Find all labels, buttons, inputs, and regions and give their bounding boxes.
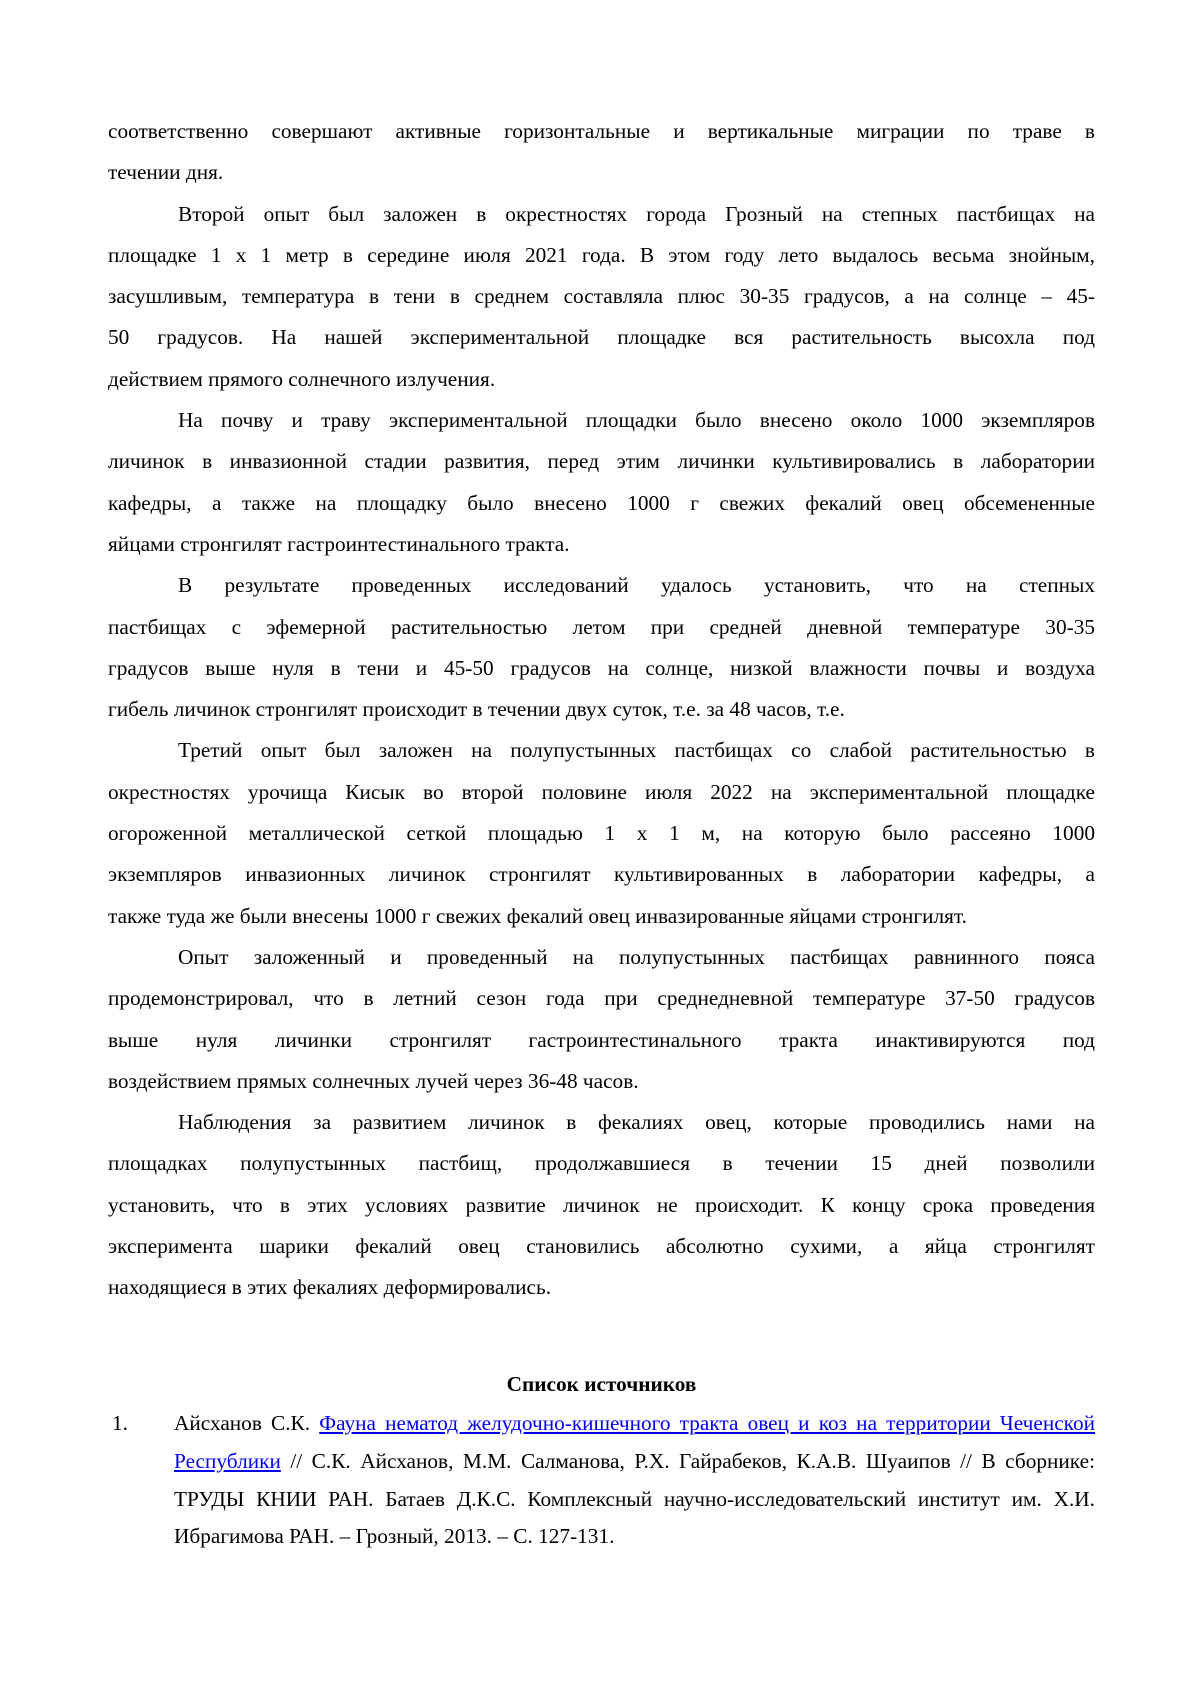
text-line: действием прямого солнечного излучения. (108, 366, 496, 391)
text-line: площадке 1 х 1 метр в середине июля 2021 года. В этом году лето выдалось весьма знойным, (108, 242, 1095, 267)
text-line: На почву и траву экспериментальной площадки было внесено около 1000 экземпляров (178, 408, 1095, 433)
text-line: продемонстрировал, что в летний сезон года при среднедневной температуре 37-50 градусов (108, 986, 1095, 1011)
text-line: находящиеся в этих фекалиях деформировались. (108, 1275, 552, 1300)
reference-list (108, 1405, 1095, 1556)
body-paragraphs (108, 111, 1095, 1309)
reference-number: 1. (112, 1410, 128, 1435)
reference-link[interactable]: Фауна нематод желудочно-кишечного тракта овец и коз на территории Чеченской (319, 1410, 1095, 1435)
text-line: Опыт заложенный и проведенный на полупустынных пастбищах равнинного пояса (178, 944, 1095, 969)
paragraph (108, 937, 1095, 1102)
paragraph (108, 400, 1095, 565)
text-line: градусов выше нуля в тени и 45-50 градусов на солнце, низкой влажности почвы и воздуха (108, 655, 1095, 680)
text-line: гибель личинок стронгилят происходит в течении двух суток, т.е. за 48 часов, т.е. (108, 697, 845, 722)
reference-link[interactable]: Республики (174, 1448, 281, 1473)
text-line (174, 1481, 1095, 1519)
text-line: кафедры, а также на площадку было внесено 1000 г свежих фекалий овец обсемененные (108, 490, 1095, 515)
paragraph (108, 111, 1095, 194)
text-line: площадках полупустынных пастбищ, продолжавшиеся в течении 15 дней позволили (108, 1151, 1095, 1176)
text-line: В результате проведенных исследований удалось установить, что на степных (178, 573, 1095, 598)
text-line: течении дня. (108, 160, 224, 185)
text-line: соответственно совершают активные горизонтальные и вертикальные миграции по траве в (108, 119, 1095, 143)
text-line: выше нуля личинки стронгилят гастроинтестинального тракта инактивируются под (108, 1027, 1095, 1052)
text-line: экземпляров инвазионных личинок стронгилят культивированных в лаборатории кафедры, а (108, 862, 1095, 887)
reference-text: ТРУДЫ КНИИ РАН. Батаев Д.К.С. Комплексный научно-исследовательский институт им. Х.И. (174, 1486, 1095, 1511)
text-line: личинок в инвазионной стадии развития, перед этим личинки культивировались в лаборатории (108, 449, 1095, 474)
paragraph (108, 565, 1095, 730)
text-line (174, 1443, 1095, 1481)
text-line: также туда же были внесены 1000 г свежих фекалий овец инвазированные яйцами стронгилят. (108, 903, 967, 928)
text-line: пастбищах с эфемерной растительностью летом при средней дневной температуре 30-35 (108, 614, 1095, 639)
reference-text: Ибрагимова РАН. – Грозный, 2013. – С. 127-131. (174, 1524, 615, 1549)
paragraph (108, 194, 1095, 400)
text-line: огороженной металлической сеткой площадью 1 х 1 м, на которую было рассеяно 1000 (108, 821, 1095, 846)
reference-text: // С.К. Айсханов, М.М. Салманова, Р.Х. Гайрабеков, К.А.В. Шуаипов // В сборнике: (280, 1448, 1095, 1473)
text-line: эксперимента шарики фекалий овец становились абсолютно сухими, а яйца стронгилят (108, 1234, 1095, 1259)
text-line: засушливым, температура в тени в среднем составляла плюс 30-35 градусов, а на солнце – 45- (108, 284, 1095, 309)
text-line: Наблюдения за развитием личинок в фекалиях овец, которые проводились нами на (178, 1110, 1095, 1135)
text-line (174, 1518, 1095, 1556)
text-line: Второй опыт был заложен в окрестностях города Грозный на степных пастбищах на (178, 201, 1095, 226)
reference-text: Айсханов С.К. (174, 1410, 320, 1435)
text-line: установить, что в этих условиях развитие личинок не происходит. К концу срока проведения (108, 1192, 1095, 1217)
text-line (174, 1405, 1095, 1443)
text-line: яйцами стронгилят гастроинтестинального тракта. (108, 531, 570, 556)
reference-item (108, 1405, 1095, 1556)
section-heading: Список источников (506, 1371, 697, 1396)
text-line: воздействием прямых солнечных лучей через 36-48 часов. (108, 1068, 639, 1093)
text-line: окрестностях урочища Кисык во второй половине июля 2022 на экспериментальной площадке (108, 779, 1095, 804)
paragraph (108, 730, 1095, 936)
text-line: 50 градусов. На нашей экспериментальной площадке вся растительность высохла под (108, 325, 1095, 350)
paragraph (108, 1102, 1095, 1308)
text-line: Третий опыт был заложен на полупустынных пастбищах со слабой растительностью в (178, 738, 1095, 763)
